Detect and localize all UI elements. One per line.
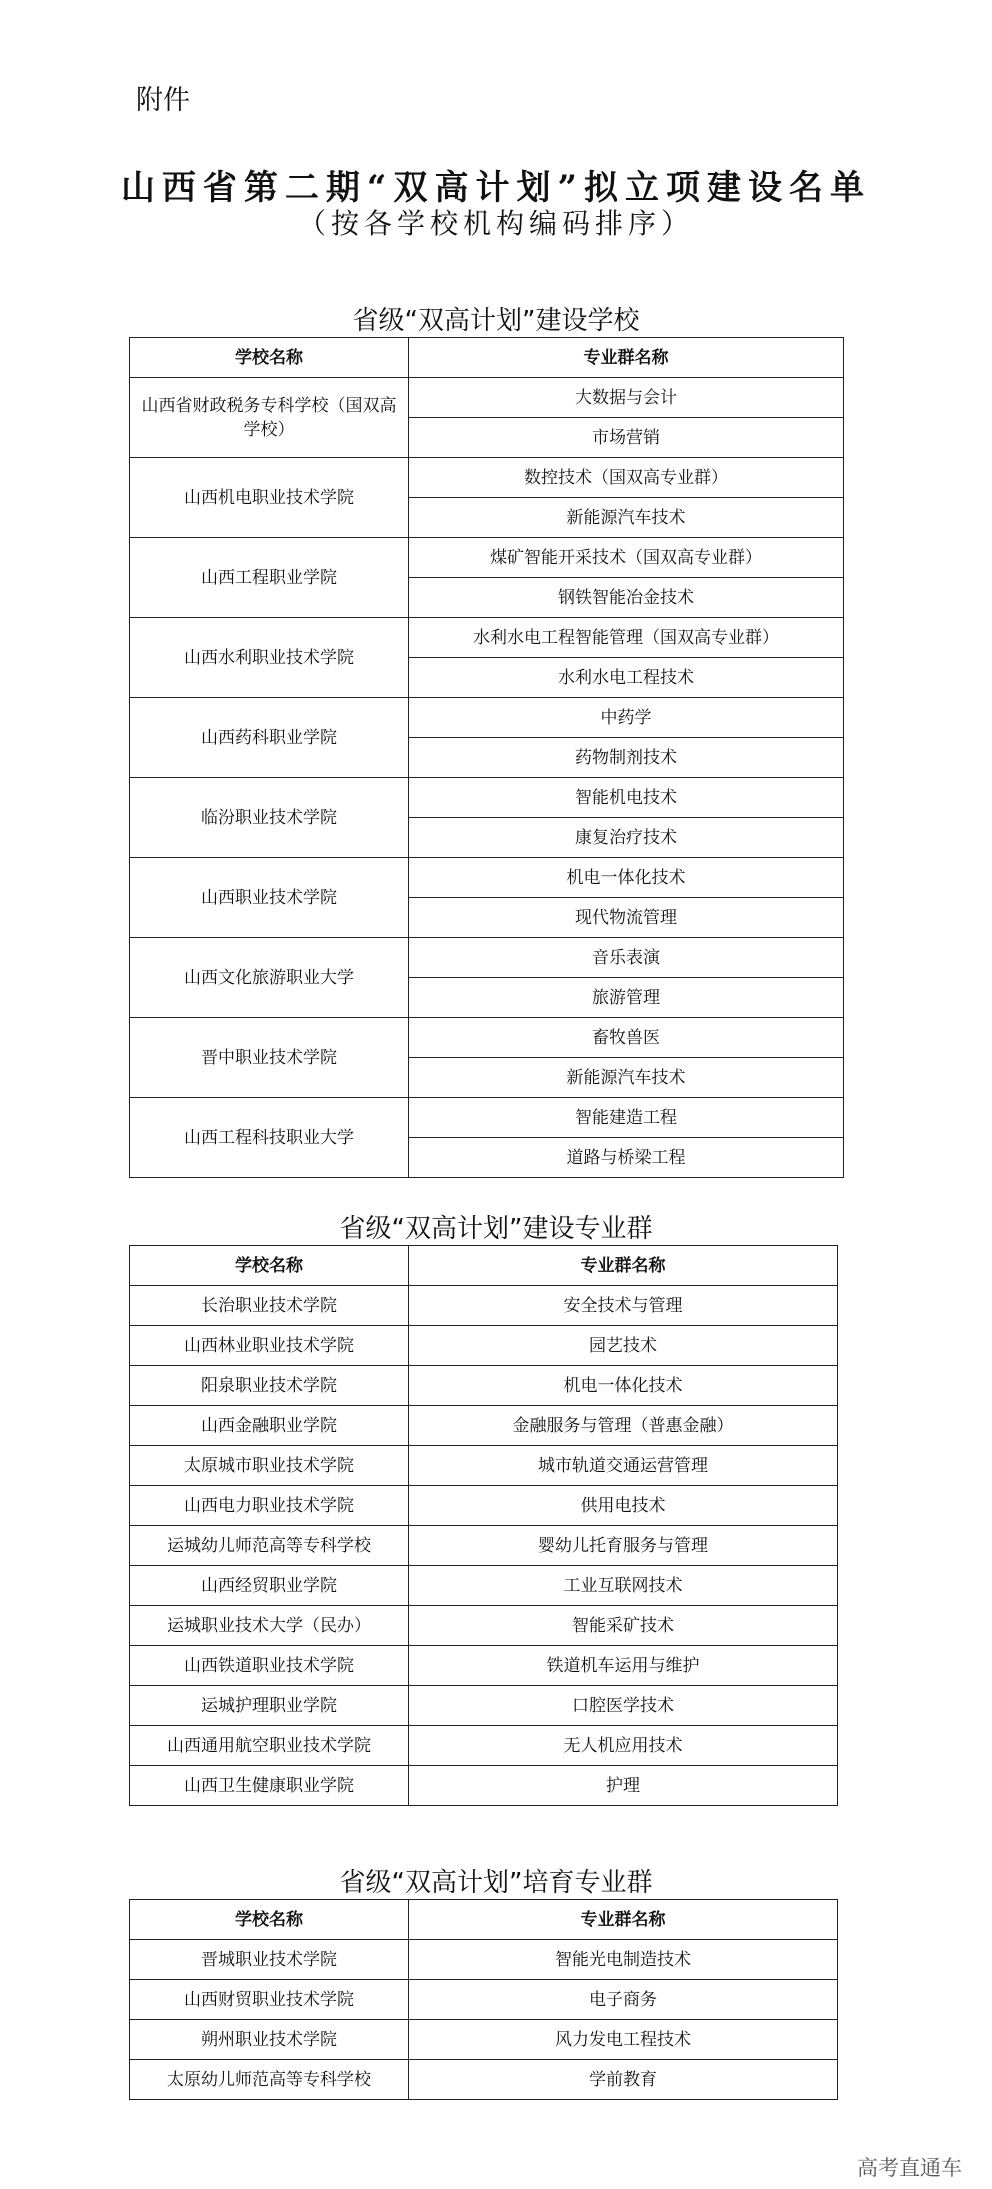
header-school-name: 学校名称 xyxy=(130,1900,409,1940)
table-row xyxy=(130,1286,838,1326)
major-group-cell: 机电一体化技术 xyxy=(409,1366,838,1406)
table-header-row xyxy=(130,1900,838,1940)
table-row xyxy=(130,458,844,498)
cultivation-table xyxy=(129,1899,838,2100)
major-group-cell: 口腔医学技术 xyxy=(409,1686,838,1726)
groups-table xyxy=(129,1245,838,1806)
school-name-cell: 临汾职业技术学院 xyxy=(130,778,409,858)
school-name-cell: 长治职业技术学院 xyxy=(130,1286,409,1326)
table-row xyxy=(130,378,844,418)
header-major-group: 专业群名称 xyxy=(409,1900,838,1940)
section-title-schools: 省级“双高计划”建设学校 xyxy=(352,306,640,336)
school-name-cell: 太原城市职业技术学院 xyxy=(130,1446,409,1486)
watermark-logo: 高考直通车 xyxy=(857,2156,962,2180)
school-name-cell: 山西工程职业学院 xyxy=(130,538,409,618)
school-name-cell: 晋中职业技术学院 xyxy=(130,1018,409,1098)
table-row xyxy=(130,2060,838,2100)
major-group-cell: 水利水电工程智能管理（国双高专业群） xyxy=(409,618,844,658)
school-name-cell: 山西工程科技职业大学 xyxy=(130,1098,409,1178)
school-name-cell: 山西药科职业学院 xyxy=(130,698,409,778)
table-header-row xyxy=(130,338,844,378)
major-group-cell: 水利水电工程技术 xyxy=(409,658,844,698)
table-row xyxy=(130,1486,838,1526)
table-row xyxy=(130,1406,838,1446)
school-name-cell: 晋城职业技术学院 xyxy=(130,1940,409,1980)
table-row xyxy=(130,2020,838,2060)
major-group-cell: 新能源汽车技术 xyxy=(409,498,844,538)
school-name-cell: 山西卫生健康职业学院 xyxy=(130,1766,409,1806)
school-name-cell: 山西水利职业技术学院 xyxy=(130,618,409,698)
table-row xyxy=(130,1980,838,2020)
school-name-cell: 山西电力职业技术学院 xyxy=(130,1486,409,1526)
major-group-cell: 中药学 xyxy=(409,698,844,738)
school-name-cell: 山西职业技术学院 xyxy=(130,858,409,938)
major-group-cell: 智能采矿技术 xyxy=(409,1606,838,1646)
major-group-cell: 风力发电工程技术 xyxy=(409,2020,838,2060)
major-group-cell: 现代物流管理 xyxy=(409,898,844,938)
major-group-cell: 康复治疗技术 xyxy=(409,818,844,858)
schools-table xyxy=(129,337,844,1178)
table-row xyxy=(130,698,844,738)
school-name-cell: 运城护理职业学院 xyxy=(130,1686,409,1726)
school-name-cell: 山西经贸职业学院 xyxy=(130,1566,409,1606)
table-row xyxy=(130,538,844,578)
major-group-cell: 音乐表演 xyxy=(409,938,844,978)
table-row xyxy=(130,1566,838,1606)
major-group-cell: 道路与桥梁工程 xyxy=(409,1138,844,1178)
major-group-cell: 金融服务与管理（普惠金融） xyxy=(409,1406,838,1446)
school-name-cell: 太原幼儿师范高等专科学校 xyxy=(130,2060,409,2100)
header-major-group: 专业群名称 xyxy=(409,1246,838,1286)
major-group-cell: 大数据与会计 xyxy=(409,378,844,418)
table-header-row xyxy=(130,1246,838,1286)
table-row xyxy=(130,618,844,658)
table-row xyxy=(130,1940,838,1980)
major-group-cell: 新能源汽车技术 xyxy=(409,1058,844,1098)
major-group-cell: 婴幼儿托育服务与管理 xyxy=(409,1526,838,1566)
table-row xyxy=(130,858,844,898)
major-group-cell: 旅游管理 xyxy=(409,978,844,1018)
major-group-cell: 畜牧兽医 xyxy=(409,1018,844,1058)
major-group-cell: 无人机应用技术 xyxy=(409,1726,838,1766)
table-row xyxy=(130,1766,838,1806)
major-group-cell: 智能光电制造技术 xyxy=(409,1940,838,1980)
table-row xyxy=(130,778,844,818)
school-name-cell: 山西机电职业技术学院 xyxy=(130,458,409,538)
school-name-cell: 阳泉职业技术学院 xyxy=(130,1366,409,1406)
major-group-cell: 数控技术（国双高专业群） xyxy=(409,458,844,498)
major-group-cell: 供用电技术 xyxy=(409,1486,838,1526)
major-group-cell: 工业互联网技术 xyxy=(409,1566,838,1606)
section-title-cultivation: 省级“双高计划”培育专业群 xyxy=(339,1868,653,1898)
attachment-label: 附件 xyxy=(136,85,190,116)
table-row xyxy=(130,1726,838,1766)
major-group-cell: 煤矿智能开采技术（国双高专业群） xyxy=(409,538,844,578)
table-row xyxy=(130,1606,838,1646)
major-group-cell: 园艺技术 xyxy=(409,1326,838,1366)
school-name-cell: 运城职业技术大学（民办） xyxy=(130,1606,409,1646)
table-row xyxy=(130,1526,838,1566)
school-name-cell: 山西文化旅游职业大学 xyxy=(130,938,409,1018)
table-row xyxy=(130,1686,838,1726)
section-title-groups: 省级“双高计划”建设专业群 xyxy=(339,1214,653,1244)
major-group-cell: 智能机电技术 xyxy=(409,778,844,818)
major-group-cell: 钢铁智能冶金技术 xyxy=(409,578,844,618)
major-group-cell: 机电一体化技术 xyxy=(409,858,844,898)
school-name-cell: 山西通用航空职业技术学院 xyxy=(130,1726,409,1766)
major-group-cell: 安全技术与管理 xyxy=(409,1286,838,1326)
major-group-cell: 智能建造工程 xyxy=(409,1098,844,1138)
school-name-cell: 山西财贸职业技术学院 xyxy=(130,1980,409,2020)
major-group-cell: 市场营销 xyxy=(409,418,844,458)
page-subtitle: （按各学校机构编码排序） xyxy=(297,207,694,240)
table-row xyxy=(130,1326,838,1366)
major-group-cell: 学前教育 xyxy=(409,2060,838,2100)
major-group-cell: 城市轨道交通运营管理 xyxy=(409,1446,838,1486)
school-name-cell: 山西省财政税务专科学校（国双高学校） xyxy=(130,378,409,458)
header-school-name: 学校名称 xyxy=(130,1246,409,1286)
table-row xyxy=(130,1018,844,1058)
school-name-cell: 山西林业职业技术学院 xyxy=(130,1326,409,1366)
major-group-cell: 药物制剂技术 xyxy=(409,738,844,778)
table-row xyxy=(130,1098,844,1138)
table-row xyxy=(130,1646,838,1686)
major-group-cell: 护理 xyxy=(409,1766,838,1806)
table-row xyxy=(130,1366,838,1406)
table-row xyxy=(130,1446,838,1486)
page-title: 山西省第二期“双高计划”拟立项建设名单 xyxy=(120,168,872,208)
header-major-group: 专业群名称 xyxy=(409,338,844,378)
school-name-cell: 山西铁道职业技术学院 xyxy=(130,1646,409,1686)
header-school-name: 学校名称 xyxy=(130,338,409,378)
major-group-cell: 电子商务 xyxy=(409,1980,838,2020)
school-name-cell: 运城幼儿师范高等专科学校 xyxy=(130,1526,409,1566)
school-name-cell: 山西金融职业学院 xyxy=(130,1406,409,1446)
table-row xyxy=(130,938,844,978)
major-group-cell: 铁道机车运用与维护 xyxy=(409,1646,838,1686)
school-name-cell: 朔州职业技术学院 xyxy=(130,2020,409,2060)
